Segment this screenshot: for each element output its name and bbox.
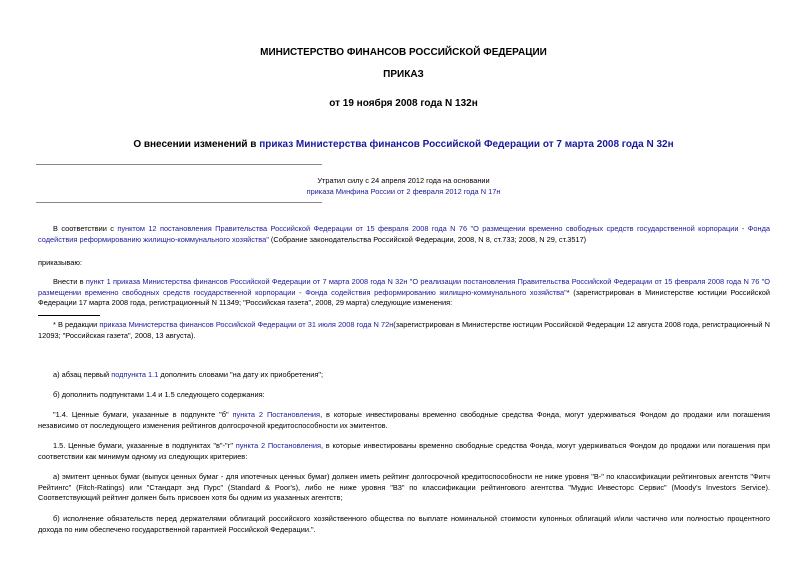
amend-text: Внести в xyxy=(53,277,86,286)
title-prefix: О внесении изменений в xyxy=(133,139,260,150)
item-a-text-end: дополнить словами "на дату их приобретения"; xyxy=(158,370,324,379)
criterion-a: а) эмитент ценных бумаг (выпуск ценных бумаг - для ипотечных ценных бумаг) должен иметь рейтинг долгосрочной кредитоспособности не ниже уровня "B-" по классификации рейтинговых агентств "Фитч Рейтингс" (Fitch-Ratings) или "Стандарт энд Пурс" (Standard & Poor's), либо не ниже уровня "B3" по классификации рейтингового агентства "Мудис Инвесторс Сервис" (Moody's Investors Service). Соответствующий рейтинг должен быть присвоен хотя бы одним из указанных агентств; xyxy=(38,472,770,503)
status-link[interactable]: приказа Минфина России от 2 февраля 2012 года N 17н xyxy=(306,186,501,196)
sub15-link[interactable]: пункта 2 Постановления xyxy=(235,441,321,450)
footnote-text: * В редакции xyxy=(53,320,100,329)
document-type: ПРИКАЗ xyxy=(383,69,424,80)
footnote xyxy=(38,320,770,341)
title-link[interactable]: приказ Министерства финансов Российской Федерации от 7 марта 2008 года N 32н xyxy=(259,139,674,150)
subpoint-1-4 xyxy=(38,410,770,431)
preamble-text: В соответствии с xyxy=(53,224,118,233)
document-title xyxy=(0,139,807,150)
footnote-link[interactable]: приказа Министерства финансов Российской Федерации от 31 июля 2008 года N 72н xyxy=(99,320,394,329)
item-a xyxy=(38,370,770,381)
item-a-link[interactable]: подпункта 1.1 xyxy=(111,370,159,379)
subpoint-1-5 xyxy=(38,441,770,462)
item-b: б) дополнить подпунктами 1.4 и 1.5 следующего содержания: xyxy=(53,390,265,399)
amendment-paragraph xyxy=(38,277,770,309)
divider-bottom xyxy=(36,202,322,203)
amend-text-end: * (зарегистрирован в Министерстве юстиции Российской Федерации 17 марта 2008 года, регистрационный N 11349; "Российская газета", 2008, 29 марта) следующие изменения: xyxy=(38,287,771,308)
sub14-text: "1.4. Ценные бумаги, указанные в подпункте "б" xyxy=(53,410,233,419)
status-line: Утратил силу с 24 апреля 2012 года на основании xyxy=(317,176,490,185)
criterion-b: б) исполнение обязательств перед держателями облигаций российского хозяйственного общества по выплате номинальной стоимости купонных облигаций и/или частично или полностью процентного дохода по ним обеспечено государственной гарантией Российской Федерации.". xyxy=(38,514,770,534)
status-note xyxy=(0,176,807,197)
document-date-number: от 19 ноября 2008 года N 132н xyxy=(329,98,478,109)
order-word: приказываю: xyxy=(38,258,82,267)
item-a-text: а) абзац первый xyxy=(53,370,112,379)
preamble-paragraph xyxy=(38,224,770,245)
amend-link[interactable]: пункт 1 приказа Министерства финансов Российской Федерации от 7 марта 2008 года N 32н "О реализации постановления Правительства Российской Федерации от 15 февраля 2008 года N 76 "О размещении временно свободных средств государственной корпорации - Фонда содействия реформированию жилищно-коммунального хозяйства" xyxy=(38,277,770,297)
sub14-link[interactable]: пункта 2 Постановления xyxy=(232,410,321,419)
divider-top xyxy=(36,164,322,165)
footnote-separator xyxy=(38,315,100,316)
preamble-text-end: (Собрание законодательства Российской Федерации, 2008, N 8, ст.733; 2008, N 29, ст.3517) xyxy=(268,234,587,244)
sub15-text: 1.5. Ценные бумаги, указанные в подпунктах "в"-"г" xyxy=(53,441,236,450)
ministry-heading: МИНИСТЕРСТВО ФИНАНСОВ РОССИЙСКОЙ ФЕДЕРАЦИИ xyxy=(260,47,547,58)
sub15-text-end: , в которые инвестированы временно свободные средства Фонда, могут удерживаться Фондом до продажи или погашения при соответствии как минимум одному из следующих критериев: xyxy=(38,441,770,461)
preamble-link[interactable]: пунктом 12 постановления Правительства Российской Федерации от 15 февраля 2008 года N 76 "О размещении временно свободных средств государственной корпорации - Фонда содействия реформированию жилищно-коммунального хозяйства" xyxy=(38,224,770,244)
footnote-text-end: (зарегистрирован в Министерстве юстиции Российской Федерации 12 августа 2008 года, регистрационный N 12093; "Российская газета", 2008, 13 августа). xyxy=(38,320,770,340)
sub14-text-end: , в которые инвестированы временно свободные средства Фонда, могут удерживаться Фондом до продажи или погашения независимо от последующего изменения рейтингов долгосрочной кредитоспособности их эмитентов. xyxy=(38,410,770,430)
